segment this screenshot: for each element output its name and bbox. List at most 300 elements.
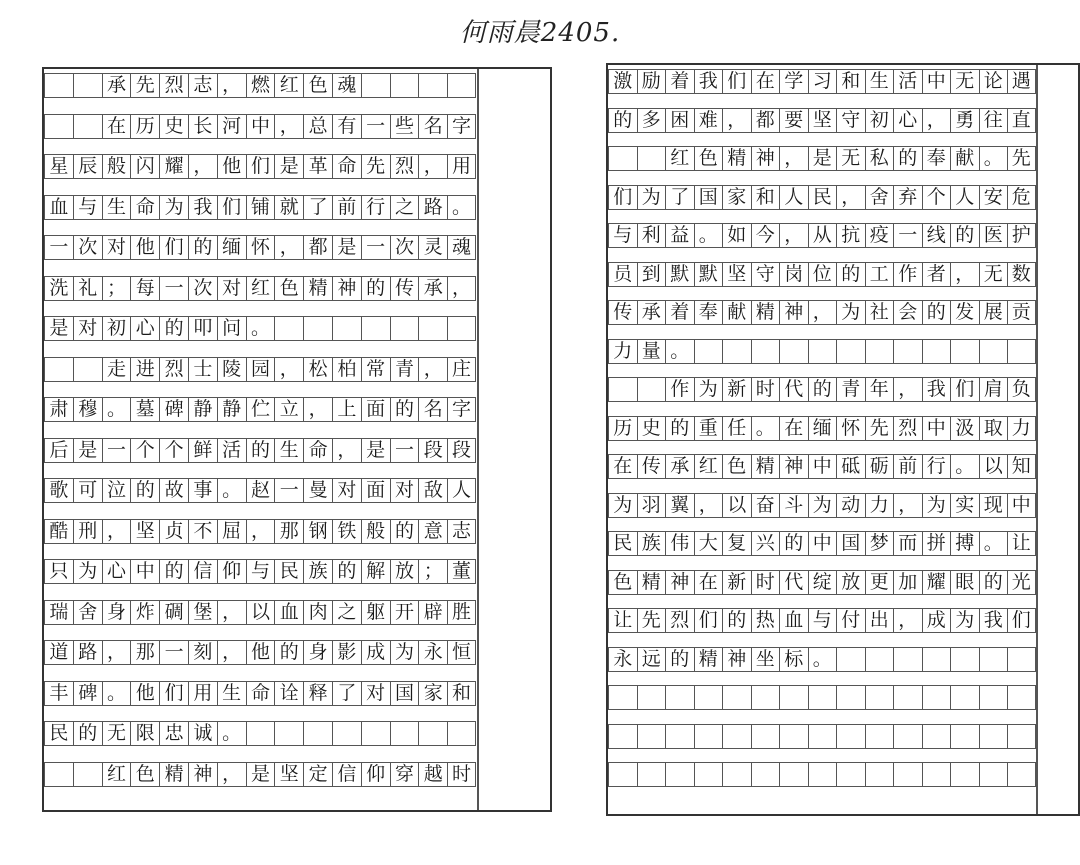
student-name: 何雨晨2405.: [459, 18, 621, 48]
grid-cell: 羽: [637, 493, 666, 518]
grid-cell: 多: [637, 108, 666, 133]
grid-cell: 色: [608, 570, 637, 595]
grid-cell: [922, 724, 951, 749]
grid-cell: 志: [188, 73, 217, 98]
grid-cell: [447, 73, 476, 98]
grid-cell: 默: [694, 262, 723, 287]
grid-cell: ；: [418, 559, 447, 584]
grid-cell: 力: [1007, 416, 1036, 441]
grid-cell: 。: [102, 681, 131, 706]
grid-cell: 长: [188, 114, 217, 139]
grid-cell: 烈: [665, 608, 694, 633]
grid-cell: [865, 647, 894, 672]
grid-cell: 利: [637, 223, 666, 248]
grid-cell: [979, 762, 1008, 787]
grid-cell: 段: [418, 438, 447, 463]
grid-cell: 成: [361, 640, 390, 665]
essay-line: [608, 185, 1036, 210]
grid-cell: 只: [44, 559, 73, 584]
grid-cell: 静: [188, 397, 217, 422]
grid-cell: 舍: [73, 600, 102, 625]
essay-line: [44, 154, 476, 179]
grid-cell: 命: [303, 438, 332, 463]
grid-cell: 了: [332, 681, 361, 706]
grid-cell: 工: [865, 262, 894, 287]
grid-cell: 以: [246, 600, 275, 625]
grid-cell: 。: [102, 397, 131, 422]
grid-cell: 人: [950, 185, 979, 210]
grid-cell: 动: [836, 493, 865, 518]
grid-cell: 进: [130, 357, 159, 382]
margin-rule: [477, 69, 479, 810]
grid-cell: 兴: [751, 531, 780, 556]
grid-cell: 一: [390, 438, 419, 463]
grid-cell: [361, 721, 390, 746]
grid-cell: 色: [130, 762, 159, 787]
grid-cell: 之: [390, 195, 419, 220]
essay-line: [608, 262, 1036, 287]
grid-cell: 。: [979, 531, 1008, 556]
grid-cell: [836, 339, 865, 364]
grid-cell: 他: [130, 681, 159, 706]
grid-cell: 我: [922, 377, 951, 402]
grid-cell: 的: [159, 559, 188, 584]
grid-cell: 国: [836, 531, 865, 556]
grid-cell: 革: [303, 154, 332, 179]
grid-cell: 坚: [808, 108, 837, 133]
grid-cell: 园: [246, 357, 275, 382]
grid-cell: [665, 685, 694, 710]
grid-cell: 神: [188, 762, 217, 787]
grid-cell: 出: [865, 608, 894, 633]
grid-cell: 的: [608, 108, 637, 133]
grid-cell: 烈: [159, 73, 188, 98]
grid-cell: 是: [44, 316, 73, 341]
grid-cell: 一: [44, 235, 73, 260]
grid-cell: ，: [274, 357, 303, 382]
grid-cell: 面: [361, 478, 390, 503]
grid-cell: 怀: [836, 416, 865, 441]
grid-cell: 们: [159, 235, 188, 260]
grid-cell: [332, 316, 361, 341]
grid-cell: 。: [808, 647, 837, 672]
grid-cell: 从: [808, 223, 837, 248]
grid-cell: 绽: [808, 570, 837, 595]
grid-cell: 族: [303, 559, 332, 584]
grid-cell: 汲: [950, 416, 979, 441]
grid-cell: [808, 339, 837, 364]
grid-cell: 对: [361, 681, 390, 706]
grid-cell: 在: [751, 69, 780, 94]
grid-cell: 无: [836, 146, 865, 171]
grid-cell: 为: [694, 377, 723, 402]
grid-cell: 传: [637, 454, 666, 479]
essay-line: [608, 570, 1036, 595]
grid-cell: 定: [303, 762, 332, 787]
grid-cell: [950, 685, 979, 710]
grid-cell: [274, 721, 303, 746]
grid-cell: 遇: [1007, 69, 1036, 94]
grid-cell: 次: [73, 235, 102, 260]
essay-line: [44, 519, 476, 544]
grid-cell: 缅: [808, 416, 837, 441]
grid-cell: ，: [102, 640, 131, 665]
grid-cell: 前: [332, 195, 361, 220]
grid-cell: 之: [332, 600, 361, 625]
grid-cell: 家: [418, 681, 447, 706]
grid-cell: 远: [637, 647, 666, 672]
grid-cell: 柏: [332, 357, 361, 382]
grid-cell: 对: [102, 235, 131, 260]
grid-cell: 的: [274, 640, 303, 665]
grid-cell: ，: [694, 493, 723, 518]
grid-cell: 心: [893, 108, 922, 133]
essay-line: [608, 300, 1036, 325]
grid-cell: 红: [102, 762, 131, 787]
grid-cell: ，: [217, 640, 246, 665]
grid-cell: [979, 339, 1008, 364]
grid-cell: 精: [751, 300, 780, 325]
grid-cell: 与: [808, 608, 837, 633]
essay-line: [608, 531, 1036, 556]
grid-cell: 都: [303, 235, 332, 260]
grid-cell: 钢: [303, 519, 332, 544]
grid-cell: 放: [836, 570, 865, 595]
grid-cell: 精: [637, 570, 666, 595]
essay-line: [44, 235, 476, 260]
grid-cell: 斗: [779, 493, 808, 518]
grid-cell: 星: [44, 154, 73, 179]
grid-cell: 意: [418, 519, 447, 544]
essay-line: [608, 647, 1036, 672]
grid-cell: [836, 762, 865, 787]
grid-cell: 色: [303, 73, 332, 98]
grid-cell: 血: [274, 600, 303, 625]
grid-cell: 穆: [73, 397, 102, 422]
grid-cell: 的: [665, 416, 694, 441]
grid-cell: 静: [217, 397, 246, 422]
grid-cell: [332, 721, 361, 746]
grid-cell: [418, 73, 447, 98]
grid-cell: 一: [274, 478, 303, 503]
grid-cell: 礼: [73, 276, 102, 301]
grid-cell: [779, 724, 808, 749]
grid-cell: 和: [751, 185, 780, 210]
grid-cell: ，: [779, 146, 808, 171]
grid-cell: 的: [922, 300, 951, 325]
grid-cell: 护: [1007, 223, 1036, 248]
grid-cell: 是: [73, 438, 102, 463]
grid-cell: [73, 73, 102, 98]
grid-cell: 新: [722, 377, 751, 402]
grid-cell: [44, 357, 73, 382]
essay-page-right: [606, 63, 1080, 816]
grid-cell: 是: [332, 235, 361, 260]
grid-cell: [893, 762, 922, 787]
grid-cell: [274, 316, 303, 341]
grid-cell: 辰: [73, 154, 102, 179]
grid-cell: 闪: [130, 154, 159, 179]
grid-cell: [44, 762, 73, 787]
grid-cell: ，: [722, 108, 751, 133]
grid-cell: 了: [303, 195, 332, 220]
grid-cell: [722, 762, 751, 787]
grid-cell: 色: [722, 454, 751, 479]
grid-cell: 红: [694, 454, 723, 479]
grid-cell: 名: [418, 397, 447, 422]
grid-cell: 伟: [665, 531, 694, 556]
grid-cell: 的: [836, 262, 865, 287]
grid-cell: 会: [893, 300, 922, 325]
grid-cell: 数: [1007, 262, 1036, 287]
grid-cell: 信: [332, 762, 361, 787]
grid-cell: 泣: [102, 478, 131, 503]
grid-cell: 时: [751, 570, 780, 595]
grid-cell: [722, 724, 751, 749]
grid-cell: 行: [361, 195, 390, 220]
grid-cell: 为: [390, 640, 419, 665]
grid-cell: 燃: [246, 73, 275, 98]
grid-cell: [979, 647, 1008, 672]
grid-cell: 胜: [447, 600, 476, 625]
grid-cell: 坐: [751, 647, 780, 672]
grid-cell: [751, 339, 780, 364]
grid-cell: 活: [217, 438, 246, 463]
grid-cell: 眼: [950, 570, 979, 595]
grid-cell: 益: [665, 223, 694, 248]
grid-cell: 实: [950, 493, 979, 518]
grid-cell: 坚: [722, 262, 751, 287]
grid-cell: [1007, 724, 1036, 749]
grid-cell: 热: [751, 608, 780, 633]
grid-cell: 烈: [893, 416, 922, 441]
grid-cell: 神: [332, 276, 361, 301]
grid-cell: 青: [836, 377, 865, 402]
grid-cell: ，: [418, 154, 447, 179]
grid-cell: 生: [274, 438, 303, 463]
grid-cell: [865, 339, 894, 364]
essay-line: [44, 195, 476, 220]
essay-line: [44, 73, 476, 98]
grid-cell: 墓: [130, 397, 159, 422]
grid-cell: ，: [808, 300, 837, 325]
grid-cell: 守: [751, 262, 780, 287]
grid-cell: 那: [274, 519, 303, 544]
grid-cell: 的: [159, 316, 188, 341]
grid-cell: 的: [779, 531, 808, 556]
grid-cell: 用: [447, 154, 476, 179]
grid-cell: 们: [217, 195, 246, 220]
grid-cell: 翼: [665, 493, 694, 518]
grid-cell: [893, 685, 922, 710]
grid-cell: 的: [246, 438, 275, 463]
grid-cell: 着: [665, 300, 694, 325]
grid-cell: 红: [246, 276, 275, 301]
grid-cell: 与: [73, 195, 102, 220]
grid-cell: 加: [893, 570, 922, 595]
grid-cell: 发: [950, 300, 979, 325]
essay-line: [608, 223, 1036, 248]
grid-cell: ，: [217, 762, 246, 787]
grid-cell: [694, 724, 723, 749]
grid-cell: 付: [836, 608, 865, 633]
grid-cell: 让: [1007, 531, 1036, 556]
grid-cell: 炸: [130, 600, 159, 625]
grid-cell: 用: [188, 681, 217, 706]
grid-cell: 生: [102, 195, 131, 220]
grid-cell: 丰: [44, 681, 73, 706]
grid-cell: 。: [751, 416, 780, 441]
grid-cell: 员: [608, 262, 637, 287]
grid-cell: 耀: [159, 154, 188, 179]
grid-cell: 铺: [246, 195, 275, 220]
grid-cell: 历: [608, 416, 637, 441]
grid-cell: [1007, 339, 1036, 364]
grid-cell: 们: [608, 185, 637, 210]
grid-cell: 。: [246, 316, 275, 341]
grid-cell: 弃: [893, 185, 922, 210]
grid-cell: 国: [694, 185, 723, 210]
grid-cell: 们: [950, 377, 979, 402]
grid-cell: ，: [303, 397, 332, 422]
grid-cell: 问: [217, 316, 246, 341]
grid-cell: 赵: [246, 478, 275, 503]
grid-cell: 个: [130, 438, 159, 463]
grid-cell: 神: [779, 300, 808, 325]
grid-cell: [893, 647, 922, 672]
grid-cell: 展: [979, 300, 1008, 325]
grid-cell: ；: [102, 276, 131, 301]
grid-cell: 搏: [950, 531, 979, 556]
grid-cell: 神: [779, 454, 808, 479]
grid-cell: 国: [390, 681, 419, 706]
grid-cell: 抗: [836, 223, 865, 248]
grid-cell: [808, 762, 837, 787]
grid-cell: ，: [893, 608, 922, 633]
grid-cell: 精: [159, 762, 188, 787]
grid-cell: [447, 316, 476, 341]
grid-cell: 对: [390, 478, 419, 503]
grid-cell: ，: [836, 185, 865, 210]
grid-cell: 神: [722, 647, 751, 672]
grid-cell: [73, 114, 102, 139]
essay-line: [608, 416, 1036, 441]
grid-cell: 奉: [694, 300, 723, 325]
grid-cell: 难: [694, 108, 723, 133]
grid-cell: 身: [303, 640, 332, 665]
grid-cell: 在: [608, 454, 637, 479]
grid-cell: [608, 377, 637, 402]
grid-cell: 那: [130, 640, 159, 665]
grid-cell: [246, 721, 275, 746]
grid-cell: [694, 685, 723, 710]
grid-cell: 精: [303, 276, 332, 301]
grid-cell: 舍: [865, 185, 894, 210]
grid-cell: 烈: [390, 154, 419, 179]
grid-cell: [922, 647, 951, 672]
grid-cell: 开: [390, 600, 419, 625]
essay-line: [44, 316, 476, 341]
grid-cell: [44, 73, 73, 98]
grid-cell: 代: [779, 570, 808, 595]
grid-cell: 生: [865, 69, 894, 94]
grid-cell: 的: [332, 559, 361, 584]
grid-cell: 恒: [447, 640, 476, 665]
grid-cell: 对: [332, 478, 361, 503]
grid-cell: 复: [722, 531, 751, 556]
grid-cell: 负: [1007, 377, 1036, 402]
grid-cell: ，: [418, 357, 447, 382]
grid-cell: 的: [390, 397, 419, 422]
grid-cell: [361, 316, 390, 341]
grid-cell: 贡: [1007, 300, 1036, 325]
grid-cell: 红: [665, 146, 694, 171]
grid-cell: 。: [447, 195, 476, 220]
grid-cell: 者: [922, 262, 951, 287]
grid-cell: 承: [102, 73, 131, 98]
grid-cell: ，: [274, 235, 303, 260]
grid-cell: 们: [694, 608, 723, 633]
grid-cell: ，: [950, 262, 979, 287]
essay-line: [44, 681, 476, 706]
grid-cell: 曼: [303, 478, 332, 503]
grid-cell: 坚: [274, 762, 303, 787]
grid-cell: 更: [865, 570, 894, 595]
grid-cell: 医: [979, 223, 1008, 248]
grid-cell: [979, 724, 1008, 749]
grid-cell: ，: [246, 519, 275, 544]
grid-cell: ，: [102, 519, 131, 544]
grid-cell: 着: [665, 69, 694, 94]
grid-cell: 鲜: [188, 438, 217, 463]
grid-cell: 疫: [865, 223, 894, 248]
grid-cell: 堡: [188, 600, 217, 625]
grid-cell: [390, 73, 419, 98]
grid-cell: 中: [130, 559, 159, 584]
grid-cell: 他: [246, 640, 275, 665]
grid-cell: 事: [188, 478, 217, 503]
grid-cell: 释: [303, 681, 332, 706]
grid-cell: 作: [893, 262, 922, 287]
essay-line: [44, 559, 476, 584]
grid-cell: 一: [361, 235, 390, 260]
grid-cell: 一: [159, 640, 188, 665]
grid-cell: 安: [979, 185, 1008, 210]
grid-cell: 中: [922, 416, 951, 441]
grid-cell: 都: [751, 108, 780, 133]
grid-cell: 我: [694, 69, 723, 94]
grid-cell: [808, 685, 837, 710]
grid-cell: [303, 721, 332, 746]
grid-cell: 的: [390, 519, 419, 544]
grid-cell: 歌: [44, 478, 73, 503]
grid-cell: 知: [1007, 454, 1036, 479]
grid-cell: 是: [808, 146, 837, 171]
grid-cell: [1007, 762, 1036, 787]
grid-cell: [694, 339, 723, 364]
margin-rule: [1036, 65, 1038, 814]
grid-cell: 的: [722, 608, 751, 633]
grid-cell: ，: [274, 114, 303, 139]
grid-cell: 辟: [418, 600, 447, 625]
essay-line: [608, 685, 1036, 710]
grid-cell: ，: [447, 276, 476, 301]
grid-cell: [779, 762, 808, 787]
grid-cell: 人: [779, 185, 808, 210]
grid-cell: 默: [665, 262, 694, 287]
grid-cell: 砺: [865, 454, 894, 479]
grid-cell: 学: [779, 69, 808, 94]
